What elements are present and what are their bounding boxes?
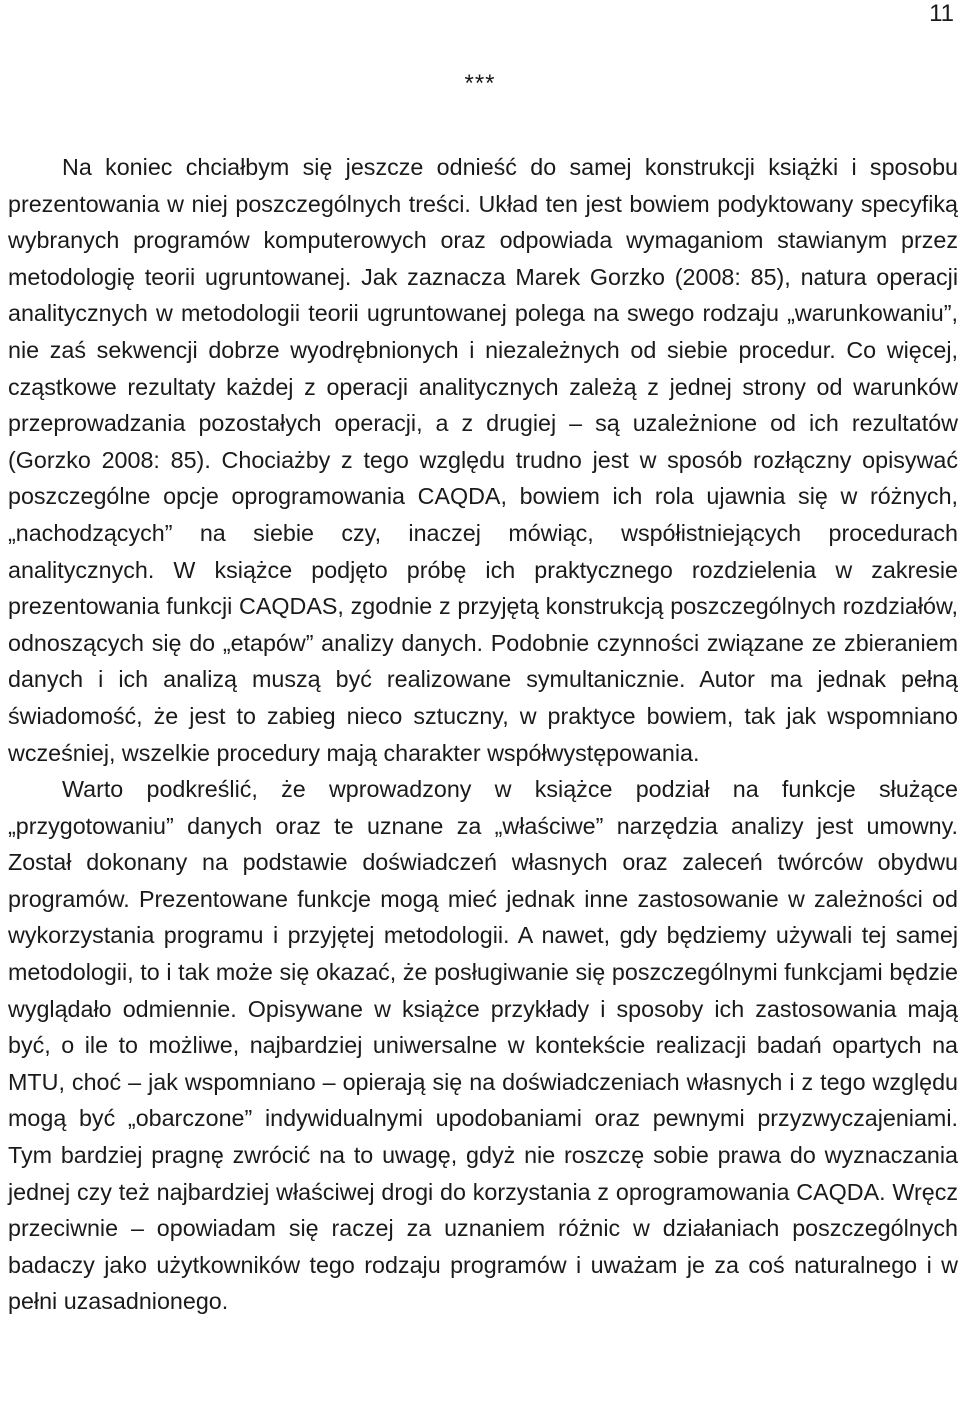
body-text: [8, 149, 958, 1320]
paragraph-2: Warto podkreślić, że wprowadzony w książce podział na funkcje służące „przygotowaniu” danych oraz te uznane za „właściwe” narzędzia analizy jest umowny. Został dokonany na podstawie doświadczeń własnych oraz zaleceń twórców obydwu programów. Prezentowane funkcje mogą mieć jednak inne zastosowanie w zależności od wykorzystania programu i przyjętej metodologii. A nawet, gdy będziemy używali tej samej metodologii, to i tak może się okazać, że posługiwanie się poszczególnymi funkcjami będzie wyglądało odmiennie. Opisywane w książce przykłady i sposoby ich zastosowania mają być, o ile to możliwe, najbardziej uniwersalne w kontekście realizacji badań opartych na MTU, choć – jak wspomniano – opierają się na doświadczeniach własnych i z tego względu mogą być „obarczone” indywidualnymi upodobaniami oraz pewnymi przyzwyczajeniami. Tym bardziej pragnę zwrócić na to uwagę, gdyż nie roszczę sobie prawa do wyznaczania jednej czy też najbardziej właściwej drogi do korzystania z oprogramowania CAQDA. Wręcz przeciwnie – opowiadam się raczej za uznaniem różnic w działaniach poszczególnych badaczy jako użytkowników tego rodzaju programów i uważam je za coś naturalnego i w pełni uzasadnionego.: [8, 776, 958, 1315]
page-number: 11: [929, 0, 954, 27]
paragraph-1: Na koniec chciałbym się jeszcze odnieść do samej konstrukcji książki i sposobu prezentowania w niej poszczególnych treści. Układ ten jest bowiem podyktowany specyfiką wybranych programów komputerowych oraz odpowiada wymaganiom stawianym przez metodologię teorii ugruntowanej. Jak zaznacza Marek Gorzko (2008: 85), natura operacji analitycznych w metodologii teorii ugruntowanej polega na swego rodzaju „warunkowaniu”, nie zaś sekwencji dobrze wyodrębnionych i niezależnych od siebie procedur. Co więcej, cząstkowe rezultaty każdej z operacji analitycznych zależą z jednej strony od warunków przeprowadzania pozostałych operacji, a z drugiej – są uzależnione od ich rezultatów (Gorzko 2008: 85). Chociażby z tego względu trudno jest w sposób rozłączny opisywać poszczególne opcje oprogramowania CAQDA, bowiem ich rola ujawnia się w różnych, „nachodzących” na siebie czy, inaczej mówiąc, współistniejących procedurach analitycznych. W książce podjęto próbę ich praktycznego rozdzielenia w zakresie prezentowania funkcji CAQDAS, zgodnie z przyjętą konstrukcją poszczególnych rozdziałów, odnoszących się do „etapów” analizy danych. Podobnie czynności związane ze zbieraniem danych i ich analizą muszą być realizowane symultanicznie. Autor ma jednak pełną świadomość, że jest to zabieg nieco sztuczny, w praktyce bowiem, tak jak wspomniano wcześniej, wszelkie procedury mają charakter współwystępowania.: [8, 154, 958, 766]
section-separator: ***: [464, 70, 496, 97]
